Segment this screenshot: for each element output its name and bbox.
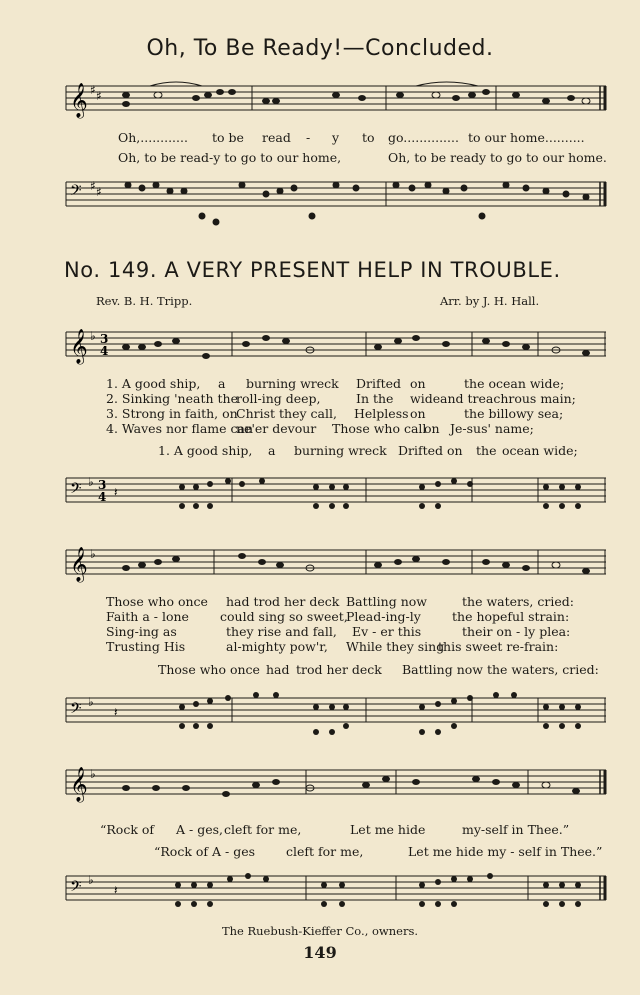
bass-lyric-part: Let me hide my - self in Thee.” bbox=[408, 844, 603, 859]
verse2-part: and treachrous main; bbox=[440, 391, 576, 406]
bass-lyric-2 bbox=[158, 662, 608, 678]
svg-text:𝄢: 𝄢 bbox=[70, 480, 82, 501]
svg-text:𝄞: 𝄞 bbox=[70, 767, 88, 802]
svg-text:♯: ♯ bbox=[90, 83, 96, 97]
verse1-part2: Those who once bbox=[106, 594, 208, 609]
bass-lyric-part: trod her deck bbox=[296, 662, 382, 677]
verse4-part: on bbox=[424, 421, 440, 436]
verse3-part: 3. Strong in faith, on bbox=[106, 406, 238, 421]
svg-text:♯: ♯ bbox=[96, 89, 102, 103]
verse3-part2: Sing-ing as bbox=[106, 624, 177, 639]
lyric-word: to bbox=[362, 130, 375, 145]
svg-text:♭: ♭ bbox=[88, 695, 94, 709]
verse4-part: ne'er devour bbox=[236, 421, 317, 436]
bass-lyric-part: a bbox=[268, 443, 276, 458]
bass-staff-system1 bbox=[66, 466, 606, 526]
refrain-part: A - ges, bbox=[176, 822, 223, 837]
time-sig-bottom: 4 bbox=[100, 344, 109, 358]
page-number: 149 bbox=[303, 943, 337, 962]
treble-staff-system2 bbox=[66, 544, 606, 590]
refrain-part: cleft for me, bbox=[224, 822, 302, 837]
bass-lyric-part: ocean wide; bbox=[502, 443, 578, 458]
verse1-part: on bbox=[410, 376, 426, 391]
verse1-part: Drifted bbox=[356, 376, 402, 391]
refrain-part: Let me hide bbox=[350, 822, 426, 837]
svg-text:♯: ♯ bbox=[90, 179, 96, 193]
treble-staff-system1 bbox=[66, 326, 606, 372]
verse2-part: roll-ing deep, bbox=[236, 391, 321, 406]
treble-staff-concluded bbox=[66, 80, 606, 120]
verse1-part: burning wreck bbox=[246, 376, 339, 391]
verse1-part2: Battling now bbox=[346, 594, 427, 609]
refrain-lyric bbox=[100, 822, 600, 838]
bass-lyric-part: 1. A good ship, bbox=[158, 443, 253, 458]
svg-text:♭: ♭ bbox=[90, 329, 96, 343]
lyric-upper-line bbox=[118, 130, 188, 145]
svg-text:𝄞: 𝄞 bbox=[70, 83, 88, 118]
svg-text:♭: ♭ bbox=[90, 547, 96, 561]
svg-text:♯: ♯ bbox=[96, 185, 102, 199]
verse4-part: Je-sus' name; bbox=[450, 421, 534, 436]
verse2-part2: Faith a - lone bbox=[106, 609, 189, 624]
bass-staff-system3 bbox=[66, 864, 606, 924]
bass-lyric-part: cleft for me, bbox=[286, 844, 364, 859]
page-title: Oh, To Be Ready!—Concluded. bbox=[146, 36, 494, 61]
svg-text:𝄢: 𝄢 bbox=[70, 700, 82, 721]
lyric-lower-b: Oh, to be ready to go to our home. bbox=[388, 150, 607, 165]
verse4-part2: Trusting His bbox=[106, 639, 186, 654]
arranger-credit: Arr. by J. H. Hall. bbox=[440, 294, 540, 308]
verse4-part2: this sweet re-frain: bbox=[438, 639, 559, 654]
bass-lyric-part: “Rock of A - ges bbox=[154, 844, 256, 859]
author-credit: Rev. B. H. Tripp. bbox=[96, 294, 193, 308]
treble-staff-system3 bbox=[66, 764, 606, 810]
verse2-part2: the hopeful strain: bbox=[452, 609, 570, 624]
refrain-part: my-self in Thee.” bbox=[462, 822, 570, 837]
verse3-part: Helpless bbox=[354, 406, 409, 421]
bass-lyric-part: Drifted on bbox=[398, 443, 463, 458]
verse2-part: In the bbox=[356, 391, 394, 406]
verse3-part2: their on - ly plea: bbox=[462, 624, 571, 639]
verse2-part: 2. Sinking 'neath the bbox=[106, 391, 238, 406]
lyric-word: to be bbox=[212, 130, 244, 145]
svg-text:4: 4 bbox=[98, 490, 107, 504]
refrain-part: “Rock of bbox=[100, 822, 155, 837]
svg-text:𝄢: 𝄢 bbox=[70, 878, 82, 899]
verse1-part2: the waters, cried: bbox=[462, 594, 574, 609]
svg-text:𝄽: 𝄽 bbox=[114, 705, 118, 719]
verse1-part: 1. A good ship, bbox=[106, 376, 201, 391]
bass-lyric-1 bbox=[158, 443, 608, 459]
lyric-word: Oh,............ bbox=[118, 130, 188, 145]
svg-text:♭: ♭ bbox=[88, 475, 94, 489]
time-sig-top: 3 bbox=[100, 332, 109, 346]
svg-text:𝄢: 𝄢 bbox=[70, 182, 82, 203]
lyric-word: go.............. bbox=[388, 130, 459, 145]
bass-lyric-part: burning wreck bbox=[294, 443, 387, 458]
copyright-owner: The Ruebush-Kieffer Co., owners. bbox=[221, 924, 419, 938]
verse-block-2 bbox=[106, 594, 606, 656]
bass-lyric-3 bbox=[154, 844, 614, 860]
lyric-lower-a: Oh, to be read-y to go to our home, bbox=[118, 150, 342, 165]
verse3-part2: Ev - er this bbox=[352, 624, 422, 639]
verse2-part2: could sing so sweet, bbox=[220, 609, 348, 624]
svg-text:♭: ♭ bbox=[88, 873, 94, 887]
lyric-word: y bbox=[332, 130, 340, 145]
verse3-part2: they rise and fall, bbox=[226, 624, 337, 639]
verse1-part: a bbox=[218, 376, 226, 391]
bass-staff-concluded bbox=[66, 176, 606, 234]
verse3-part: Christ they call, bbox=[236, 406, 337, 421]
verse-block-1 bbox=[106, 376, 606, 438]
verse4-part2: While they sing bbox=[346, 639, 445, 654]
svg-text:𝄞: 𝄞 bbox=[70, 547, 88, 582]
verse4-part: 4. Waves nor flame can bbox=[106, 421, 254, 436]
verse4-part: Those who call bbox=[332, 421, 427, 436]
verse1-part2: had trod her deck bbox=[226, 594, 340, 609]
lyric-word: to our home.......... bbox=[468, 130, 585, 145]
hymn-number-title: No. 149. A VERY PRESENT HELP IN TROUBLE. bbox=[64, 258, 561, 282]
bass-staff-system2 bbox=[66, 686, 606, 746]
verse4-part2: al-mighty pow'r, bbox=[226, 639, 328, 654]
bass-lyric-part: the bbox=[476, 443, 497, 458]
svg-text:𝄽: 𝄽 bbox=[114, 485, 118, 499]
lyric-word: read bbox=[262, 130, 291, 145]
lyric-word: - bbox=[306, 130, 311, 145]
svg-text:𝄽: 𝄽 bbox=[114, 883, 118, 897]
bass-lyric-part: Those who once bbox=[158, 662, 260, 677]
verse2-part2: Plead-ing-ly bbox=[346, 609, 421, 624]
verse1-part: the ocean wide; bbox=[464, 376, 565, 391]
verse2-part: wide bbox=[410, 391, 441, 406]
svg-text:3: 3 bbox=[98, 478, 107, 492]
svg-text:𝄞: 𝄞 bbox=[70, 329, 88, 364]
bass-lyric-part: Battling now the waters, cried: bbox=[402, 662, 599, 677]
verse3-part: on bbox=[410, 406, 426, 421]
svg-text:♭: ♭ bbox=[90, 767, 96, 781]
bass-lyric-part: had bbox=[266, 662, 290, 677]
verse3-part: the billowy sea; bbox=[464, 406, 564, 421]
